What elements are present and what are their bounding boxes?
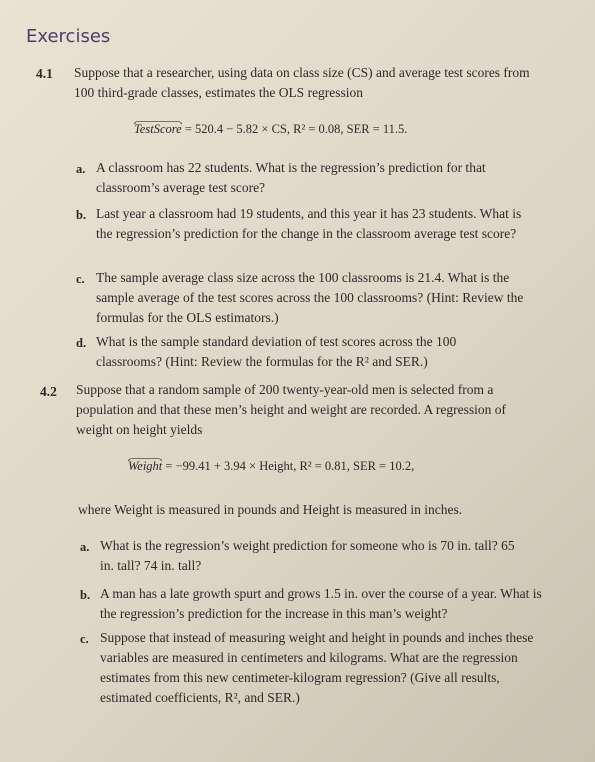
- exercise-4-2-intro: Suppose that a random sample of 200 twenty-year-old men is selected from a population and that these men’s height and weight are recorded. A regression of weight on height yields: [76, 382, 507, 437]
- item-text: The sample average class size across the 100 classrooms is 21.4. What is the sample average of the test scores across the 100 classrooms? (Hint: Review the formulas for the OLS estimators.): [96, 270, 524, 325]
- item-letter: d.: [76, 336, 87, 350]
- section-heading: Exercises: [26, 26, 111, 47]
- item-letter: a.: [76, 162, 86, 176]
- equation-lhs: Weight: [128, 459, 163, 473]
- item-text: Suppose that instead of measuring weight and height in pounds and inches these variables are measured in centimeters and kilograms. What are the regression estimates from this new centimeter-kilogram regression? (Give all results, estimated coefficients, R², and SER.): [100, 630, 534, 705]
- item-text: A classroom has 22 students. What is the regression’s prediction for that classroom’s average test score?: [96, 160, 486, 195]
- item-letter: a.: [80, 540, 90, 554]
- regression-equation-4-1: [134, 122, 407, 137]
- exercise-4-1-intro: Suppose that a researcher, using data on class size (CS) and average test scores from 100 third-grade classes, estimates the OLS regression: [74, 65, 530, 100]
- item-text: Last year a classroom had 19 students, and this year it has 23 students. What is the regression’s prediction for the change in the classroom average test score?: [96, 206, 522, 241]
- exercise-number-4-1: 4.1: [36, 66, 53, 81]
- equation-rhs: = 520.4 − 5.82 × CS, R² = 0.08, SER = 11.5.: [181, 122, 408, 136]
- equation-lhs: TestScore: [134, 122, 182, 136]
- item-letter: b.: [76, 208, 87, 222]
- exercise-number-4-2: 4.2: [40, 384, 57, 399]
- regression-equation-4-2: [128, 459, 414, 474]
- item-text: What is the sample standard deviation of test scores across the 100 classrooms? (Hint: Review the formulas for the R² and SER.): [96, 334, 457, 369]
- equation-rhs: = −99.41 + 3.94 × Height, R² = 0.81, SER = 10.2,: [162, 459, 415, 473]
- item-letter: c.: [76, 272, 85, 286]
- units-note: where Weight is measured in pounds and Height is measured in inches.: [78, 502, 463, 517]
- item-text: What is the regression’s weight prediction for someone who is 70 in. tall? 65 in. tall? 74 in. tall?: [100, 538, 515, 573]
- item-letter: b.: [80, 588, 91, 602]
- item-text: A man has a late growth spurt and grows 1.5 in. over the course of a year. What is the regression’s prediction for the increase in this man’s weight?: [100, 586, 542, 621]
- item-letter: c.: [80, 632, 89, 646]
